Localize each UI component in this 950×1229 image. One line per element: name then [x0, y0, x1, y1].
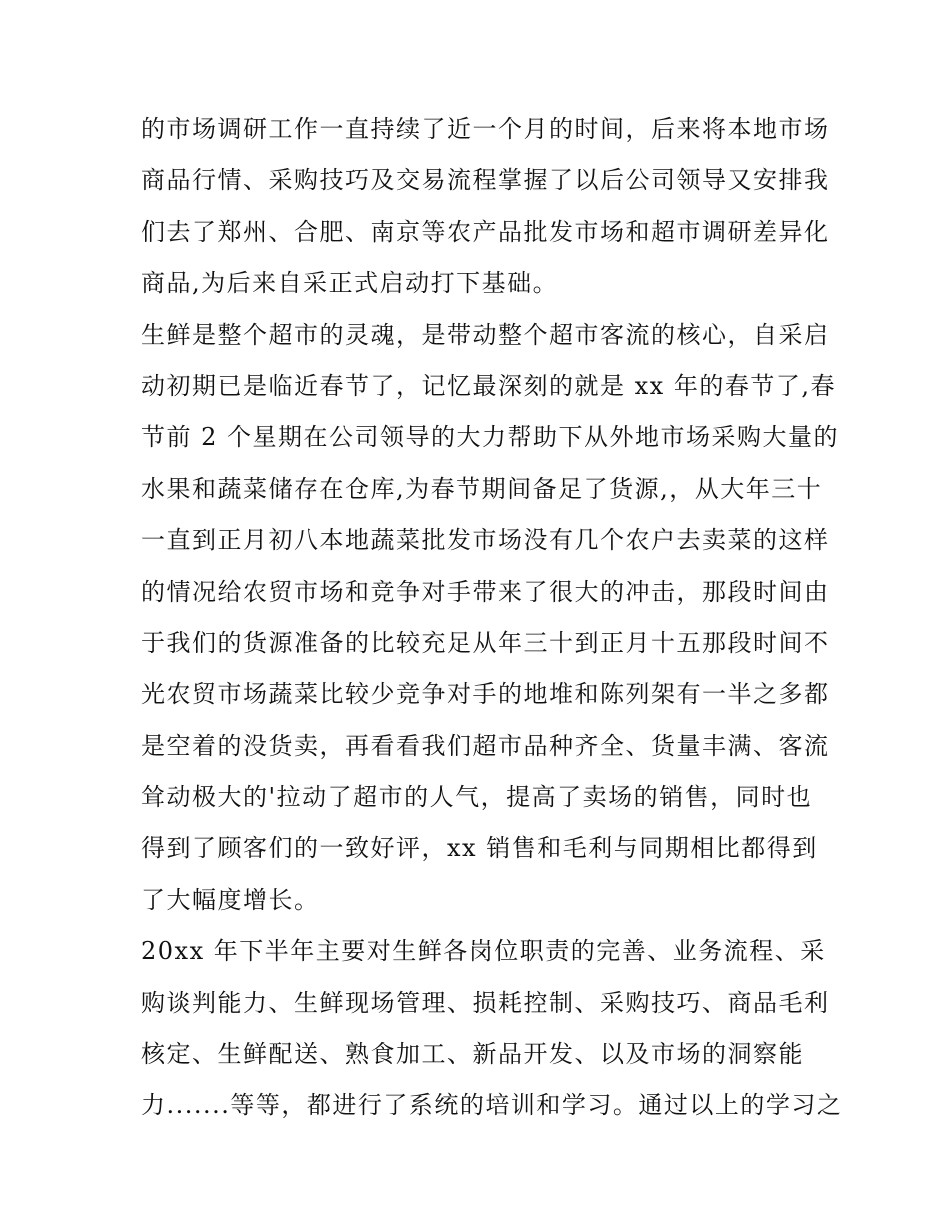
text-line: 是空着的没货卖，再看看我们超市品种齐全、货量丰满、客流 — [141, 731, 830, 760]
text-line: 商品行情、采购技巧及交易流程掌握了以后公司领导又安排我 — [141, 166, 830, 195]
text-line: 力.......等等，都进行了系统的培训和学习。通过以上的学习之 — [141, 1091, 843, 1120]
text-line: 了大幅度增长。 — [141, 885, 320, 914]
text-line: 得到了顾客们的一致好评，xx 销售和毛利与同期相比都得到 — [141, 834, 818, 863]
text-line: 核定、生鲜配送、熟食加工、新品开发、以及市场的洞察能 — [141, 1040, 804, 1069]
text-line: 耸动极大的'拉动了超市的人气，提高了卖场的销售，同时也 — [141, 783, 813, 812]
text-line: 生鲜是整个超市的灵魂，是带动整个超市客流的核心，自采启 — [141, 320, 830, 349]
text-line: 们去了郑州、合肥、南京等农产品批发市场和超市调研差异化 — [141, 217, 830, 246]
text-line: 商品,为后来自采正式启动打下基础。 — [141, 269, 559, 298]
text-line: 一直到正月初八本地蔬菜批发市场没有几个农户去卖菜的这样 — [141, 526, 830, 555]
text-line: 于我们的货源准备的比较充足从年三十到正月十五那段时间不 — [141, 628, 830, 657]
text-line: 水果和蔬菜储存在仓库,为春节期间备足了货源,，从大年三十 — [141, 474, 823, 503]
body-text — [141, 104, 843, 1132]
text-line: 的市场调研工作一直持续了近一个月的时间，后来将本地市场 — [141, 115, 830, 143]
text-line: 的情况给农贸市场和竞争对手带来了很大的冲击，那段时间由 — [141, 577, 830, 606]
text-line: 20xx 年下半年主要对生鲜各岗位职责的完善、业务流程、采 — [141, 937, 826, 966]
text-line: 光农贸市场蔬菜比较少竞争对手的地堆和陈列架有一半之多都 — [141, 680, 830, 709]
text-line: 购谈判能力、生鲜现场管理、损耗控制、采购技巧、商品毛利 — [141, 988, 830, 1017]
text-line: 动初期已是临近春节了，记忆最深刻的就是 xx 年的春节了,春 — [141, 371, 836, 400]
text-line: 节前 2 个星期在公司领导的大力帮助下从外地市场采购大量的 — [141, 423, 840, 452]
